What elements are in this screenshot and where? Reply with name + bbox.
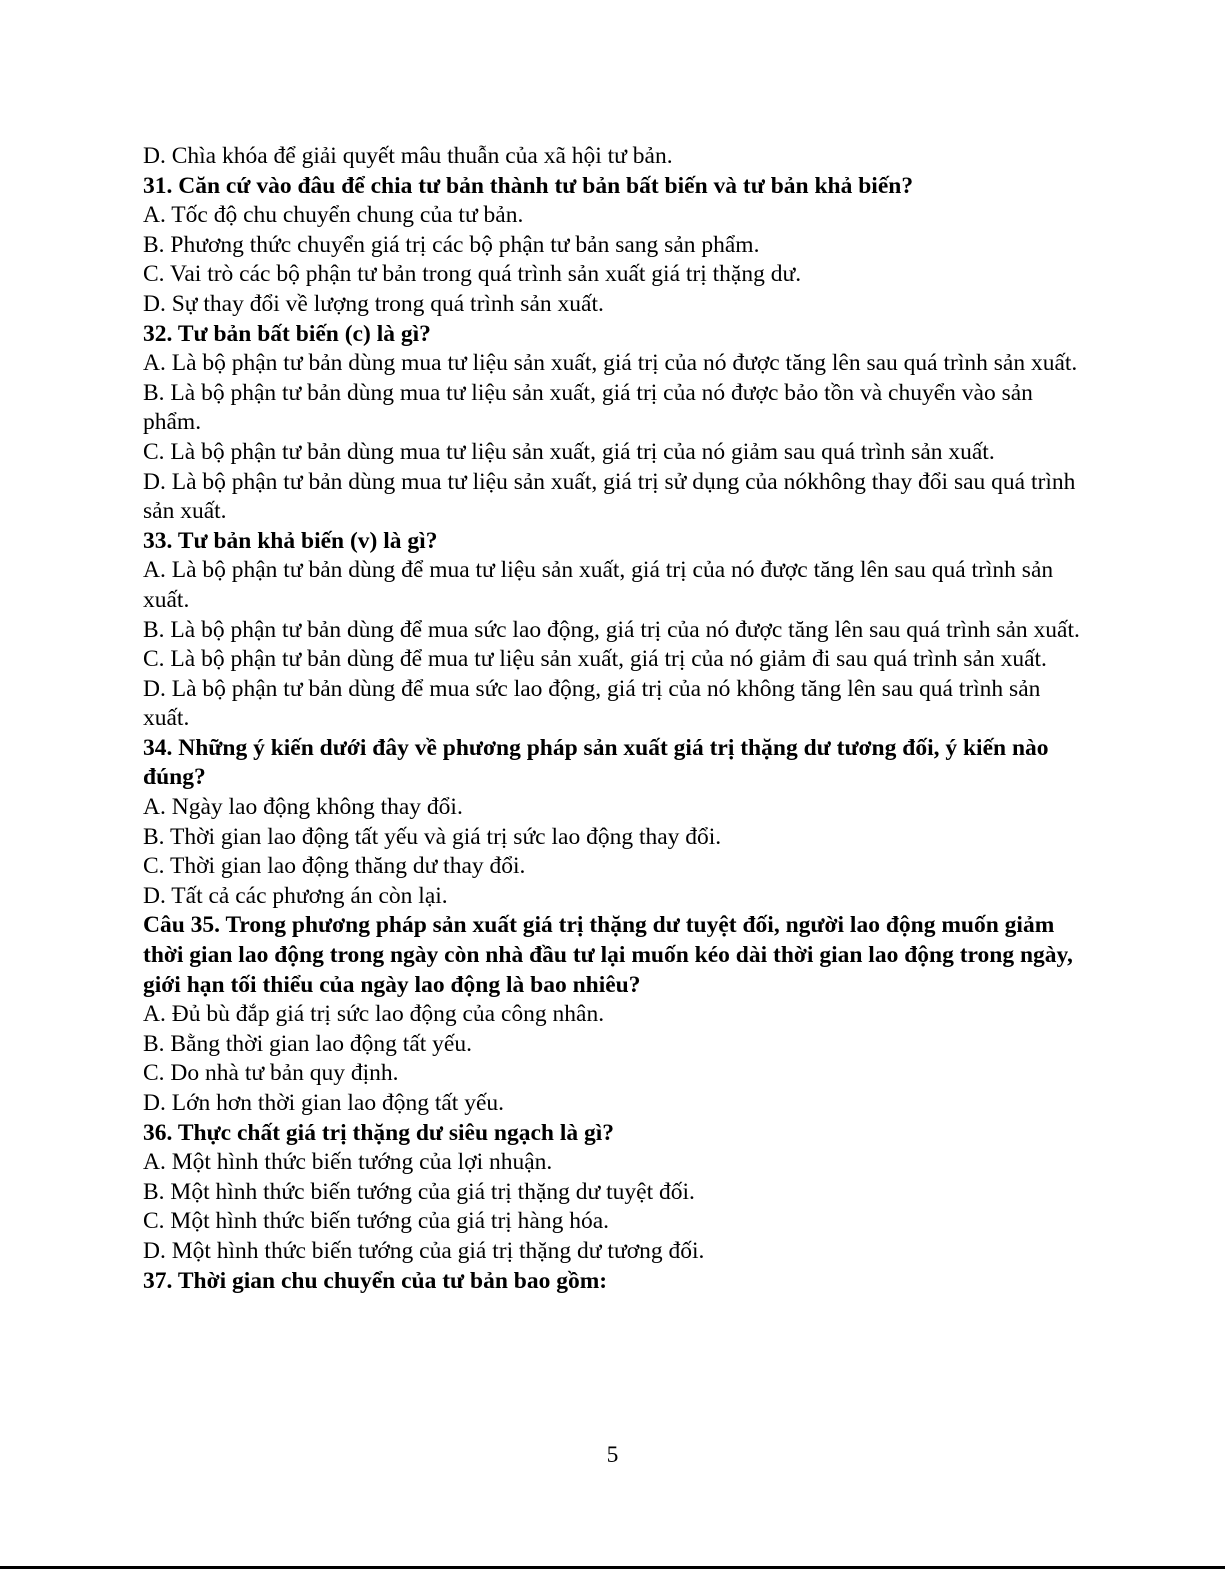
answer-option: D. Sự thay đổi về lượng trong quá trình sản xuất. [143,290,604,317]
question-heading: 32. Tư bản bất biến (c) là gì? [143,320,431,347]
answer-option: D. Là bộ phận tư bản dùng để mua sức lao động, giá trị của nó không tăng lên sau quá trình sản xuất. [143,675,1041,732]
answer-option: A. Là bộ phận tư bản dùng mua tư liệu sản xuất, giá trị của nó được tăng lên sau quá trình sản xuất. [143,350,1078,377]
question-heading: 34. Những ý kiến dưới đây về phương pháp sản xuất giá trị thặng dư tương đối, ý kiến nào đúng? [143,734,1049,791]
question-heading: Câu 35. Trong phương pháp sản xuất giá trị thặng dư tuyệt đối, người lao động muốn giảm thời gian lao động trong ngày còn nhà đầu tư lại muốn kéo dài thời gian lao động trong ngày, giới hạn tối thiểu của ngày lao động là bao nhiêu? [143,912,1073,998]
answer-option: D. Là bộ phận tư bản dùng mua tư liệu sản xuất, giá trị sử dụng của nókhông thay đổi sau quá trình sản xuất. [143,468,1076,525]
answer-option: D. Một hình thức biến tướng của giá trị thặng dư tương đối. [143,1237,705,1264]
answer-option: B. Thời gian lao động tất yếu và giá trị sức lao động thay đổi. [143,823,722,850]
answer-option: A. Đủ bù đắp giá trị sức lao động của công nhân. [143,1001,605,1028]
answer-option: C. Vai trò các bộ phận tư bản trong quá trình sản xuất giá trị thặng dư. [143,261,802,288]
answer-option: C. Do nhà tư bản quy định. [143,1060,399,1087]
answer-option: B. Là bộ phận tư bản dùng để mua sức lao động, giá trị của nó được tăng lên sau quá trình sản xuất. [143,616,1080,643]
answer-option: C. Là bộ phận tư bản dùng để mua tư liệu sản xuất, giá trị của nó giảm đi sau quá trình sản xuất. [143,646,1047,673]
question-heading: 33. Tư bản khả biến (v) là gì? [143,527,438,554]
answer-option: C. Thời gian lao động thăng dư thay đổi. [143,853,526,880]
answer-option: B. Bằng thời gian lao động tất yếu. [143,1030,472,1057]
question-heading: 36. Thực chất giá trị thặng dư siêu ngạch là gì? [143,1119,615,1146]
question-heading: 31. Căn cứ vào đâu để chia tư bản thành tư bản bất biến và tư bản khả biến? [143,172,914,199]
answer-option: B. Là bộ phận tư bản dùng mua tư liệu sản xuất, giá trị của nó được bảo tồn và chuyển vào sản phẩm. [143,379,1033,436]
answer-option: B. Phương thức chuyển giá trị các bộ phận tư bản sang sản phẩm. [143,231,760,258]
answer-option: D. Tất cả các phương án còn lại. [143,882,448,909]
answer-option: A. Là bộ phận tư bản dùng để mua tư liệu sản xuất, giá trị của nó được tăng lên sau quá trình sản xuất. [143,557,1054,613]
question-heading: 37. Thời gian chu chuyển của tư bản bao gồm: [143,1267,608,1294]
answer-option: A. Tốc độ chu chuyển chung của tư bản. [143,202,524,229]
answer-option: B. Một hình thức biến tướng của giá trị thặng dư tuyệt đối. [143,1178,695,1205]
answer-option: D. Lớn hơn thời gian lao động tất yếu. [143,1090,505,1116]
answer-option: A. Một hình thức biến tướng của lợi nhuận. [143,1149,553,1176]
page-number: 5 [606,1442,619,1468]
answer-option: C. Là bộ phận tư bản dùng mua tư liệu sản xuất, giá trị của nó giảm sau quá trình sản xuất. [143,438,995,465]
bottom-border [0,1566,1225,1569]
answer-option: C. Một hình thức biến tướng của giá trị hàng hóa. [143,1208,610,1235]
answer-option: D. Chìa khóa để giải quyết mâu thuẫn của xã hội tư bản. [143,143,673,169]
page-content [143,142,1083,1296]
answer-option: A. Ngày lao động không thay đổi. [143,794,463,821]
